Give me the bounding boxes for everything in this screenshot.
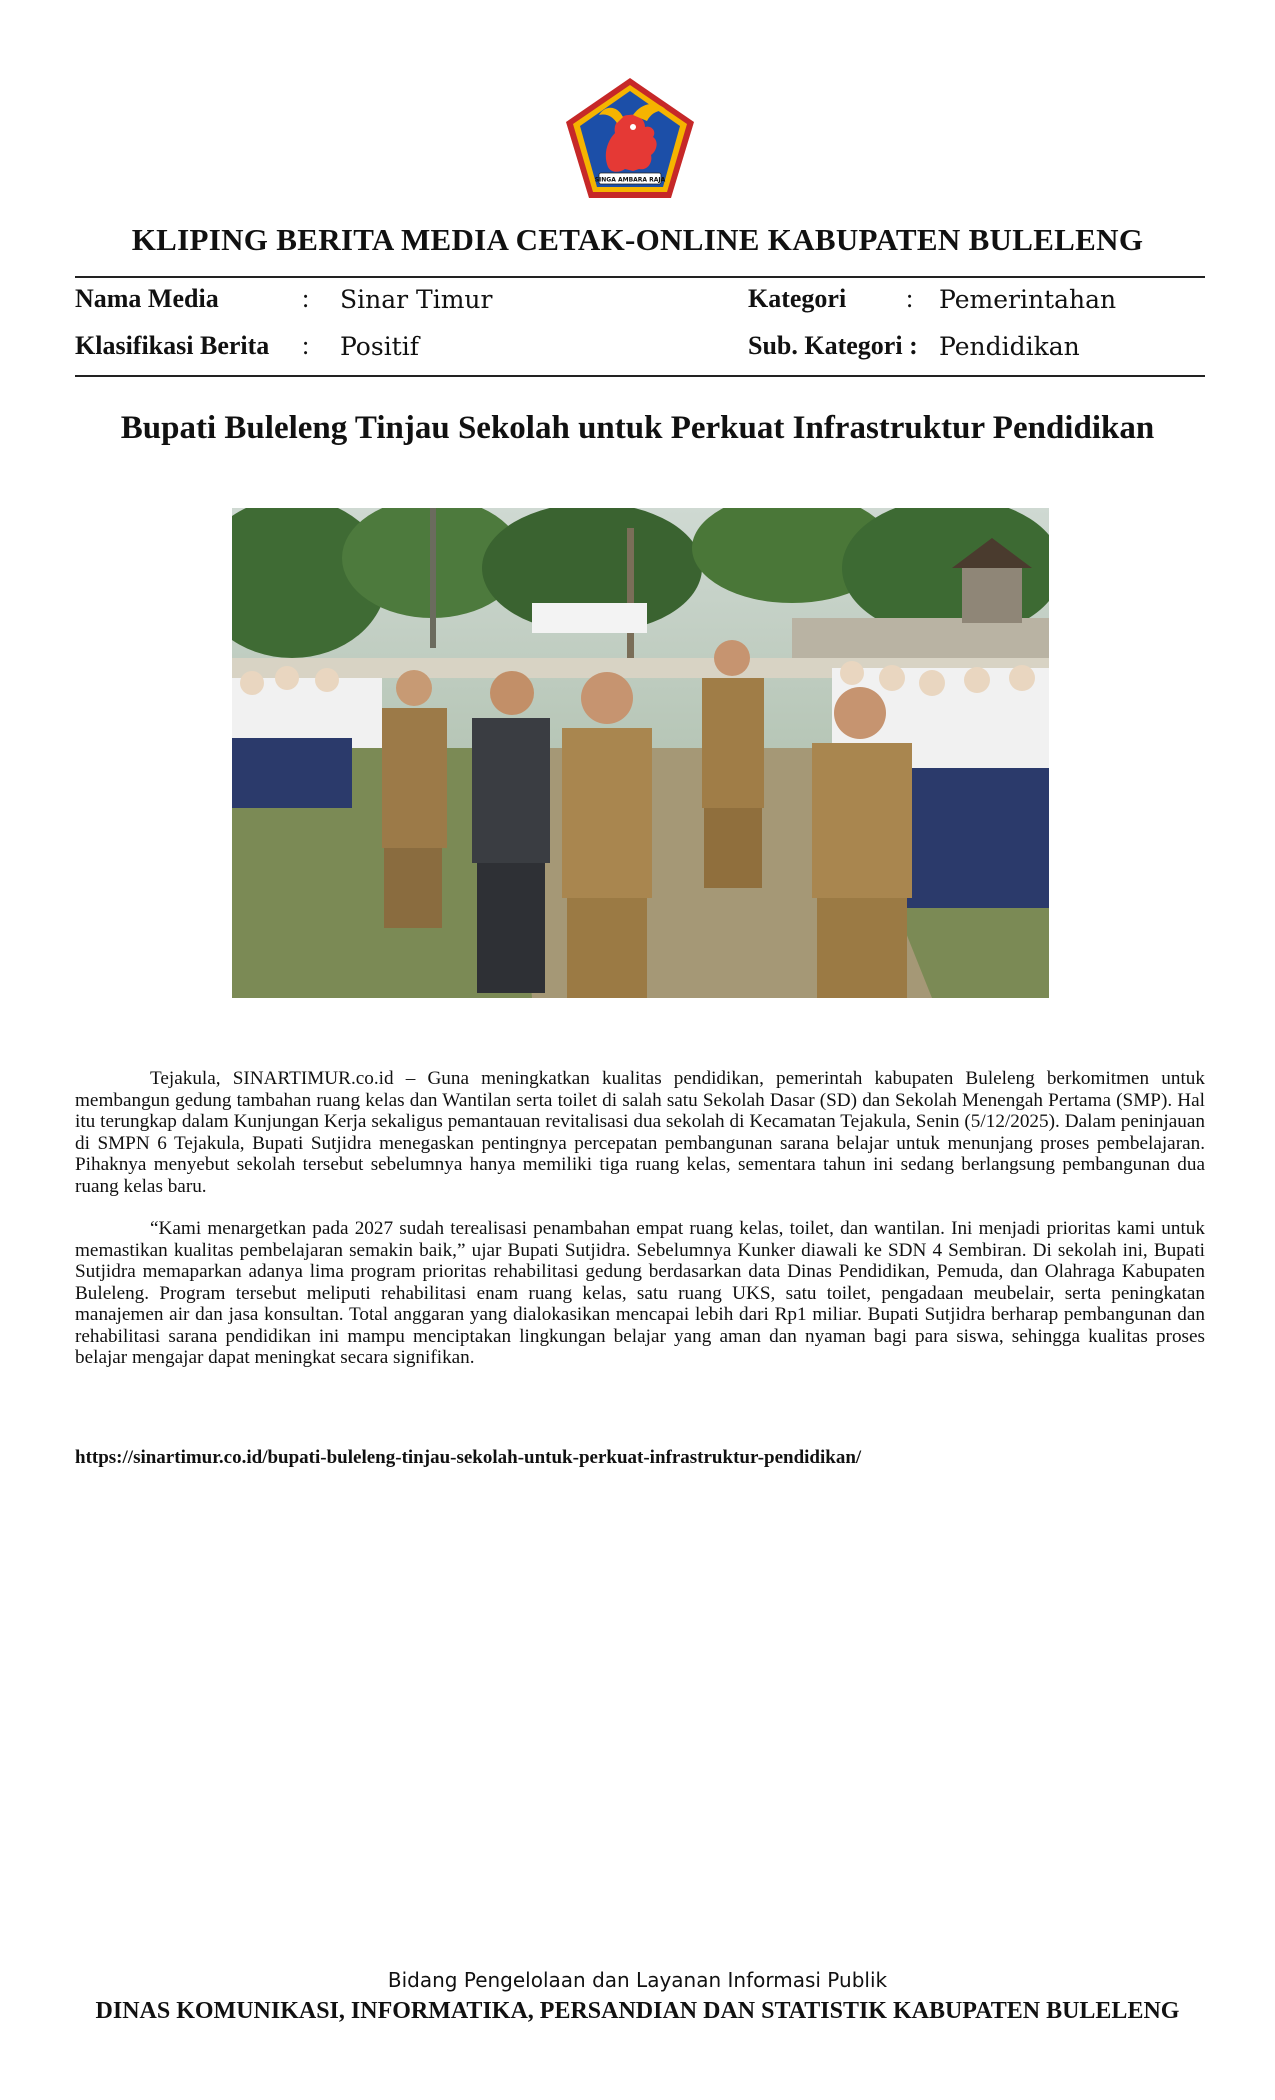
article-title: Bupati Buleleng Tinjau Sekolah untuk Perkuat Infrastruktur Pendidikan <box>120 410 1155 446</box>
klasifikasi-berita-label: Klasifikasi Berita <box>75 331 270 360</box>
article-paragraph: Tejakula, SINARTIMUR.co.id – Guna meningkatkan kualitas pendidikan, pemerintah kabupaten Buleleng berkomitmen untuk membangun gedung tambahan ruang kelas dan Wantilan serta toilet di salah satu Sekolah Dasar (SD) dan Sekolah Menengah Pertama (SMP). Hal itu terungkap dalam Kunjungan Kerja sekaligus pemantauan revitalisasi dua sekolah di Kecamatan Tejakula, Senin (5/12/2025). Dalam peninjauan di SMPN 6 Tejakula, Bupati Sutjidra menegaskan pentingnya percepatan pembangunan sarana belajar untuk menunjang proses pembelajaran. Pihaknya menyebut sekolah tersebut sebelumnya hanya memiliki tiga ruang kelas, sementara tahun ini sedang berlangsung pembangunan dua ruang kelas baru. <box>75 1068 1205 1197</box>
sub-kategori-value: Pendidikan <box>939 332 1080 361</box>
nama-media-value: Sinar Timur <box>340 285 493 314</box>
nama-media-label: Nama Media <box>75 284 219 313</box>
singa-ambara-raja-emblem-icon <box>563 75 697 201</box>
article-body <box>75 1068 1205 1390</box>
nama-media-colon: : <box>302 284 310 313</box>
kategori-label: Kategori <box>748 284 847 313</box>
kategori-value: Pemerintahan <box>939 285 1117 314</box>
kategori-colon: : <box>906 284 914 313</box>
footer-agency-name: DINAS KOMUNIKASI, INFORMATIKA, PERSANDIAN DAN STATISTIK KABUPATEN BULELENG <box>95 1998 1180 2024</box>
logo-text: SINGA AMBARA RAJA <box>594 176 666 184</box>
header-divider-top <box>75 276 1205 278</box>
source-url-link[interactable]: https://sinartimur.co.id/bupati-buleleng-tinjau-sekolah-untuk-perkuat-infrastruktur-pendidikan/ <box>75 1447 862 1468</box>
header-divider-bottom <box>75 375 1205 377</box>
klasifikasi-berita-value: Positif <box>340 332 419 361</box>
article-paragraph: “Kami menargetkan pada 2027 sudah terealisasi penambahan empat ruang kelas, toilet, dan wantilan. Ini menjadi prioritas kami untuk memastikan kualitas pembelajaran semakin baik,” ujar Bupati Sutjidra. Sebelumnya Kunker diawali ke SDN 4 Sembiran. Di sekolah ini, Bupati Sutjidra memaparkan adanya lima program prioritas rehabilitasi gedung berdasarkan data Dinas Pendidikan, Pemuda, dan Olahraga Kabupaten Buleleng. Program tersebut meliputi rehabilitasi enam ruang kelas, satu ruang UKS, satu toilet, pengadaan meubelair, serta peningkatan manajemen air dan jasa konsultan. Total anggaran yang dialokasikan mencapai lebih dari Rp1 miliar. Bupati Sutjidra berharap pembangunan dan rehabilitasi sarana pendidikan ini mampu menciptakan lingkungan belajar yang aman dan nyaman bagi para siswa, sehingga kualitas proses belajar mengajar dapat meningkat secara signifikan. <box>75 1218 1205 1368</box>
sub-kategori-label: Sub. Kategori : <box>748 331 918 360</box>
news-photo-officials-students-icon <box>232 508 1049 998</box>
klasifikasi-berita-colon: : <box>302 331 310 360</box>
document-header-title: KLIPING BERITA MEDIA CETAK-ONLINE KABUPATEN BULELENG <box>131 222 1144 257</box>
footer-subtitle: Bidang Pengelolaan dan Layanan Informasi Publik <box>387 1968 888 1992</box>
